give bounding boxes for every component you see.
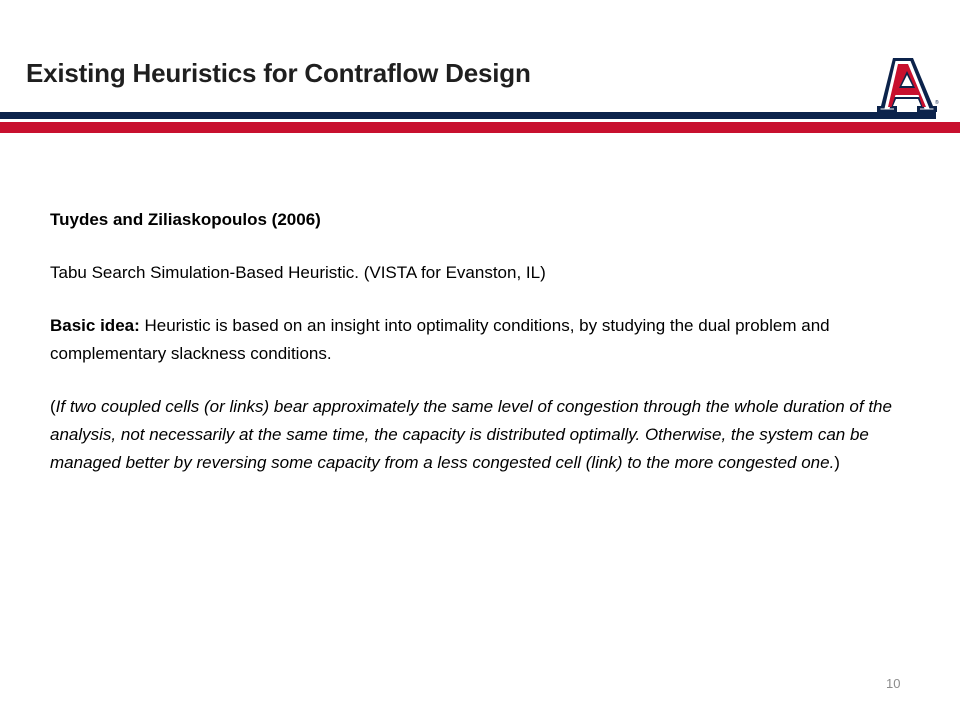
university-logo-icon — [871, 56, 939, 114]
header-bar-red — [0, 122, 960, 133]
note-open-paren: ( — [50, 397, 56, 416]
insight-note-paragraph — [50, 393, 910, 477]
reference-heading: Tuydes and Ziliaskopoulos (2006) — [50, 210, 321, 229]
basic-idea-text: Heuristic is based on an insight into optimality conditions, by studying the dual problem and complementary slackness conditions. — [50, 316, 830, 363]
note-close-paren: ) — [834, 453, 840, 472]
page-number: 10 — [886, 676, 901, 691]
basic-idea-paragraph — [50, 312, 910, 368]
insight-note-text: If two coupled cells (or links) bear approximately the same level of congestion through the whole duration of the analysis, not necessarily at the same time, the capacity is distributed optimally. Otherwise, the system can be managed better by reversing some capacity from a less congested cell (link) to the more congested one. — [50, 397, 892, 472]
method-line: Tabu Search Simulation-Based Heuristic. (VISTA for Evanston, IL) — [50, 263, 546, 282]
slide-content — [50, 206, 910, 477]
header-bar-navy — [0, 112, 936, 119]
basic-idea-label: Basic idea: — [50, 316, 140, 335]
registered-mark: ® — [935, 100, 939, 106]
slide-title: Existing Heuristics for Contraflow Design — [26, 58, 531, 88]
